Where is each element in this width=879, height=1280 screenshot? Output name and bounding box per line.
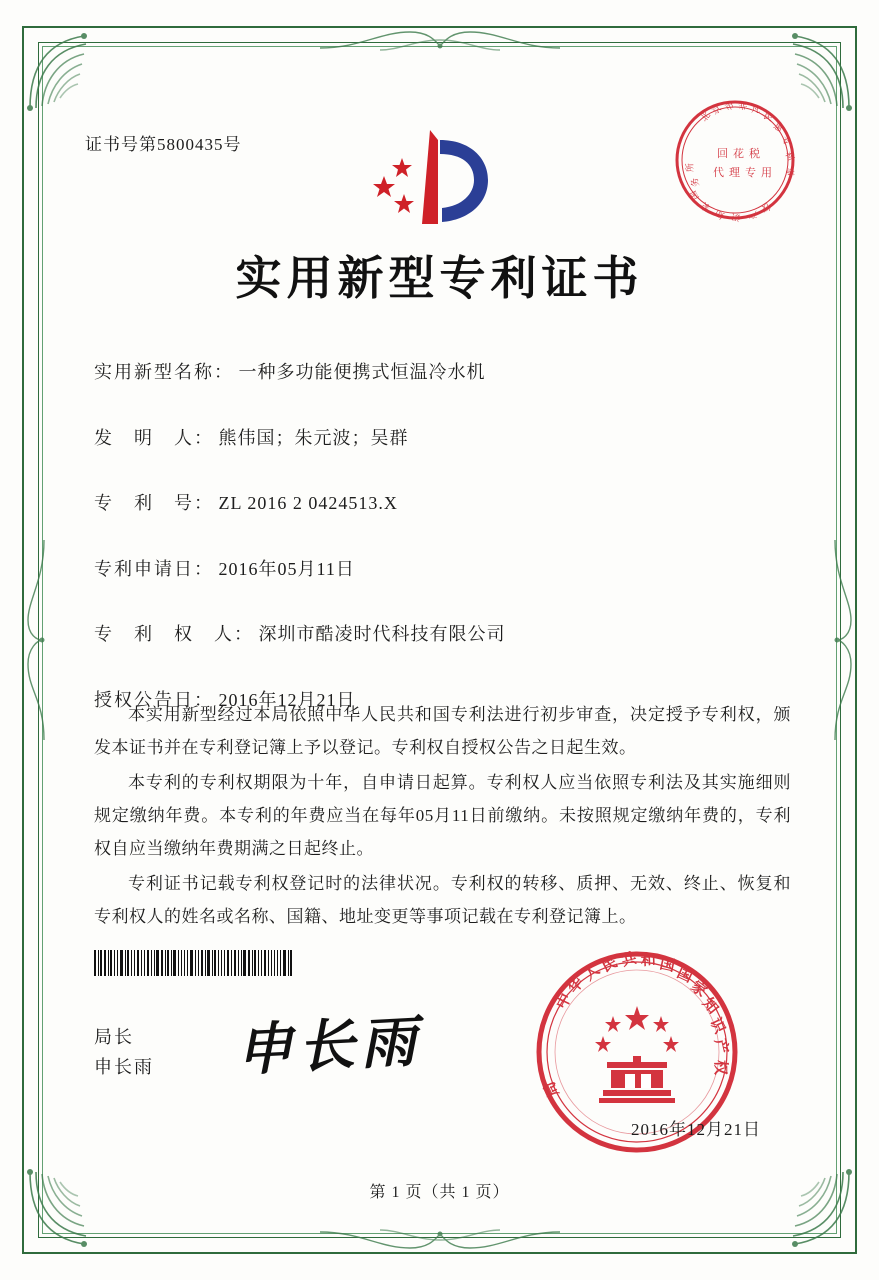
svg-text:民: 民	[598, 952, 621, 976]
edge-ornament-icon	[320, 1226, 560, 1252]
barcode	[94, 950, 294, 976]
svg-text:专: 专	[778, 134, 793, 148]
field-label: 发 明 人：	[94, 427, 214, 448]
svg-text:知: 知	[713, 206, 727, 221]
svg-text:产: 产	[711, 1036, 733, 1056]
svg-text:共: 共	[619, 948, 639, 970]
svg-text:国: 国	[658, 954, 677, 976]
field-value: ZL 2016 2 0424513.X	[218, 493, 398, 514]
field-row-name	[94, 362, 799, 384]
certificate-content	[60, 62, 819, 1218]
svg-text:知: 知	[698, 994, 723, 1018]
page-footer: 第 1 页（共 1 页）	[369, 1184, 510, 1201]
svg-text:惠: 惠	[771, 121, 785, 135]
field-value: 2016年05月11日	[218, 558, 355, 579]
cnipa-logo-icon	[370, 124, 510, 234]
svg-text:花: 花	[733, 147, 744, 160]
director-block	[94, 1022, 154, 1082]
svg-text:理: 理	[729, 166, 740, 179]
svg-text:务: 务	[690, 176, 702, 188]
field-value: 2016年12月21日	[218, 689, 356, 710]
svg-text:北: 北	[699, 110, 713, 124]
svg-text:用: 用	[761, 166, 772, 179]
svg-text:家: 家	[687, 976, 711, 1001]
svg-text:产: 产	[747, 208, 758, 219]
svg-text:市: 市	[723, 100, 737, 114]
director-label: 局长	[94, 1027, 134, 1047]
svg-text:国: 国	[674, 963, 696, 986]
svg-text:所: 所	[685, 162, 696, 173]
svg-text:国: 国	[688, 188, 702, 202]
field-label: 授权公告日：	[94, 689, 214, 710]
field-row-patent-number	[94, 493, 799, 515]
field-value: 深圳市酷凌时代科技有限公司	[258, 624, 506, 645]
svg-text:专: 专	[745, 166, 756, 179]
page-title: 实用新型专利证书	[235, 251, 644, 305]
field-row-patentee	[94, 624, 799, 646]
field-value: 一种多功能便携式恒温冷水机	[238, 362, 486, 382]
field-row-application-date	[94, 559, 799, 581]
svg-text:非: 非	[737, 101, 749, 113]
edge-ornament-icon	[24, 540, 50, 740]
svg-text:识: 识	[730, 210, 742, 222]
paragraph-1: 本实用新型经过本局依照中华人民共和国专利法进行初步审查，决定授予专利权，颁发本证书并在专利登记簿上予以登记。专利权自授权公告之日起生效。	[94, 705, 791, 757]
handwritten-signature: 申长雨	[234, 1008, 424, 1084]
field-label: 专 利 权 人：	[94, 624, 254, 645]
edge-ornament-icon	[320, 28, 560, 54]
field-label: 实用新型名称：	[94, 362, 234, 382]
svg-text:回: 回	[717, 147, 728, 160]
svg-text:税: 税	[749, 147, 760, 160]
svg-text:识: 识	[706, 1014, 730, 1037]
certificate-number: 证书号第5800435号	[85, 135, 242, 154]
svg-text:权: 权	[712, 1060, 730, 1076]
svg-text:人: 人	[580, 960, 604, 985]
legal-text	[94, 698, 791, 935]
svg-text:华: 华	[563, 973, 588, 997]
field-label: 专 利 号：	[94, 493, 214, 514]
svg-text:代: 代	[713, 166, 724, 179]
paragraph-3: 专利证书记载专利权登记时的法律状况。专利权的转移、质押、无效、终止、恢复和专利权人的姓名或名称、国籍、地址变更等事项记载在专利登记簿上。	[94, 874, 791, 926]
svg-text:利: 利	[782, 150, 796, 163]
paragraph-2: 本专利的专利权期限为十年，自申请日起算。专利权人应当依照专利法及其实施细则规定缴纳年费。本专利的年费应当在每年05月11日前缴纳。未按照规定缴纳年费的，专利权自应当缴纳年费期满之日起终止。	[94, 773, 791, 858]
svg-text:局: 局	[539, 1078, 563, 1101]
field-list	[94, 362, 799, 756]
field-row-inventor	[94, 428, 799, 450]
issue-date: 2016年12月21日	[631, 1120, 761, 1139]
director-name: 申长雨	[94, 1057, 154, 1077]
svg-text:民: 民	[761, 111, 774, 124]
field-label: 专利申请日：	[94, 558, 214, 579]
edge-ornament-icon	[829, 540, 855, 740]
svg-text:凡: 凡	[750, 105, 761, 116]
svg-text:家: 家	[699, 199, 714, 213]
svg-text:事: 事	[783, 166, 795, 178]
svg-text:中: 中	[552, 990, 576, 1012]
agency-seal-stamp	[669, 94, 801, 226]
svg-text:和: 和	[640, 950, 657, 969]
field-value: 熊伟国；朱元波；吴群	[218, 427, 409, 448]
svg-text:京: 京	[710, 103, 724, 118]
svg-text:权: 权	[759, 200, 772, 213]
